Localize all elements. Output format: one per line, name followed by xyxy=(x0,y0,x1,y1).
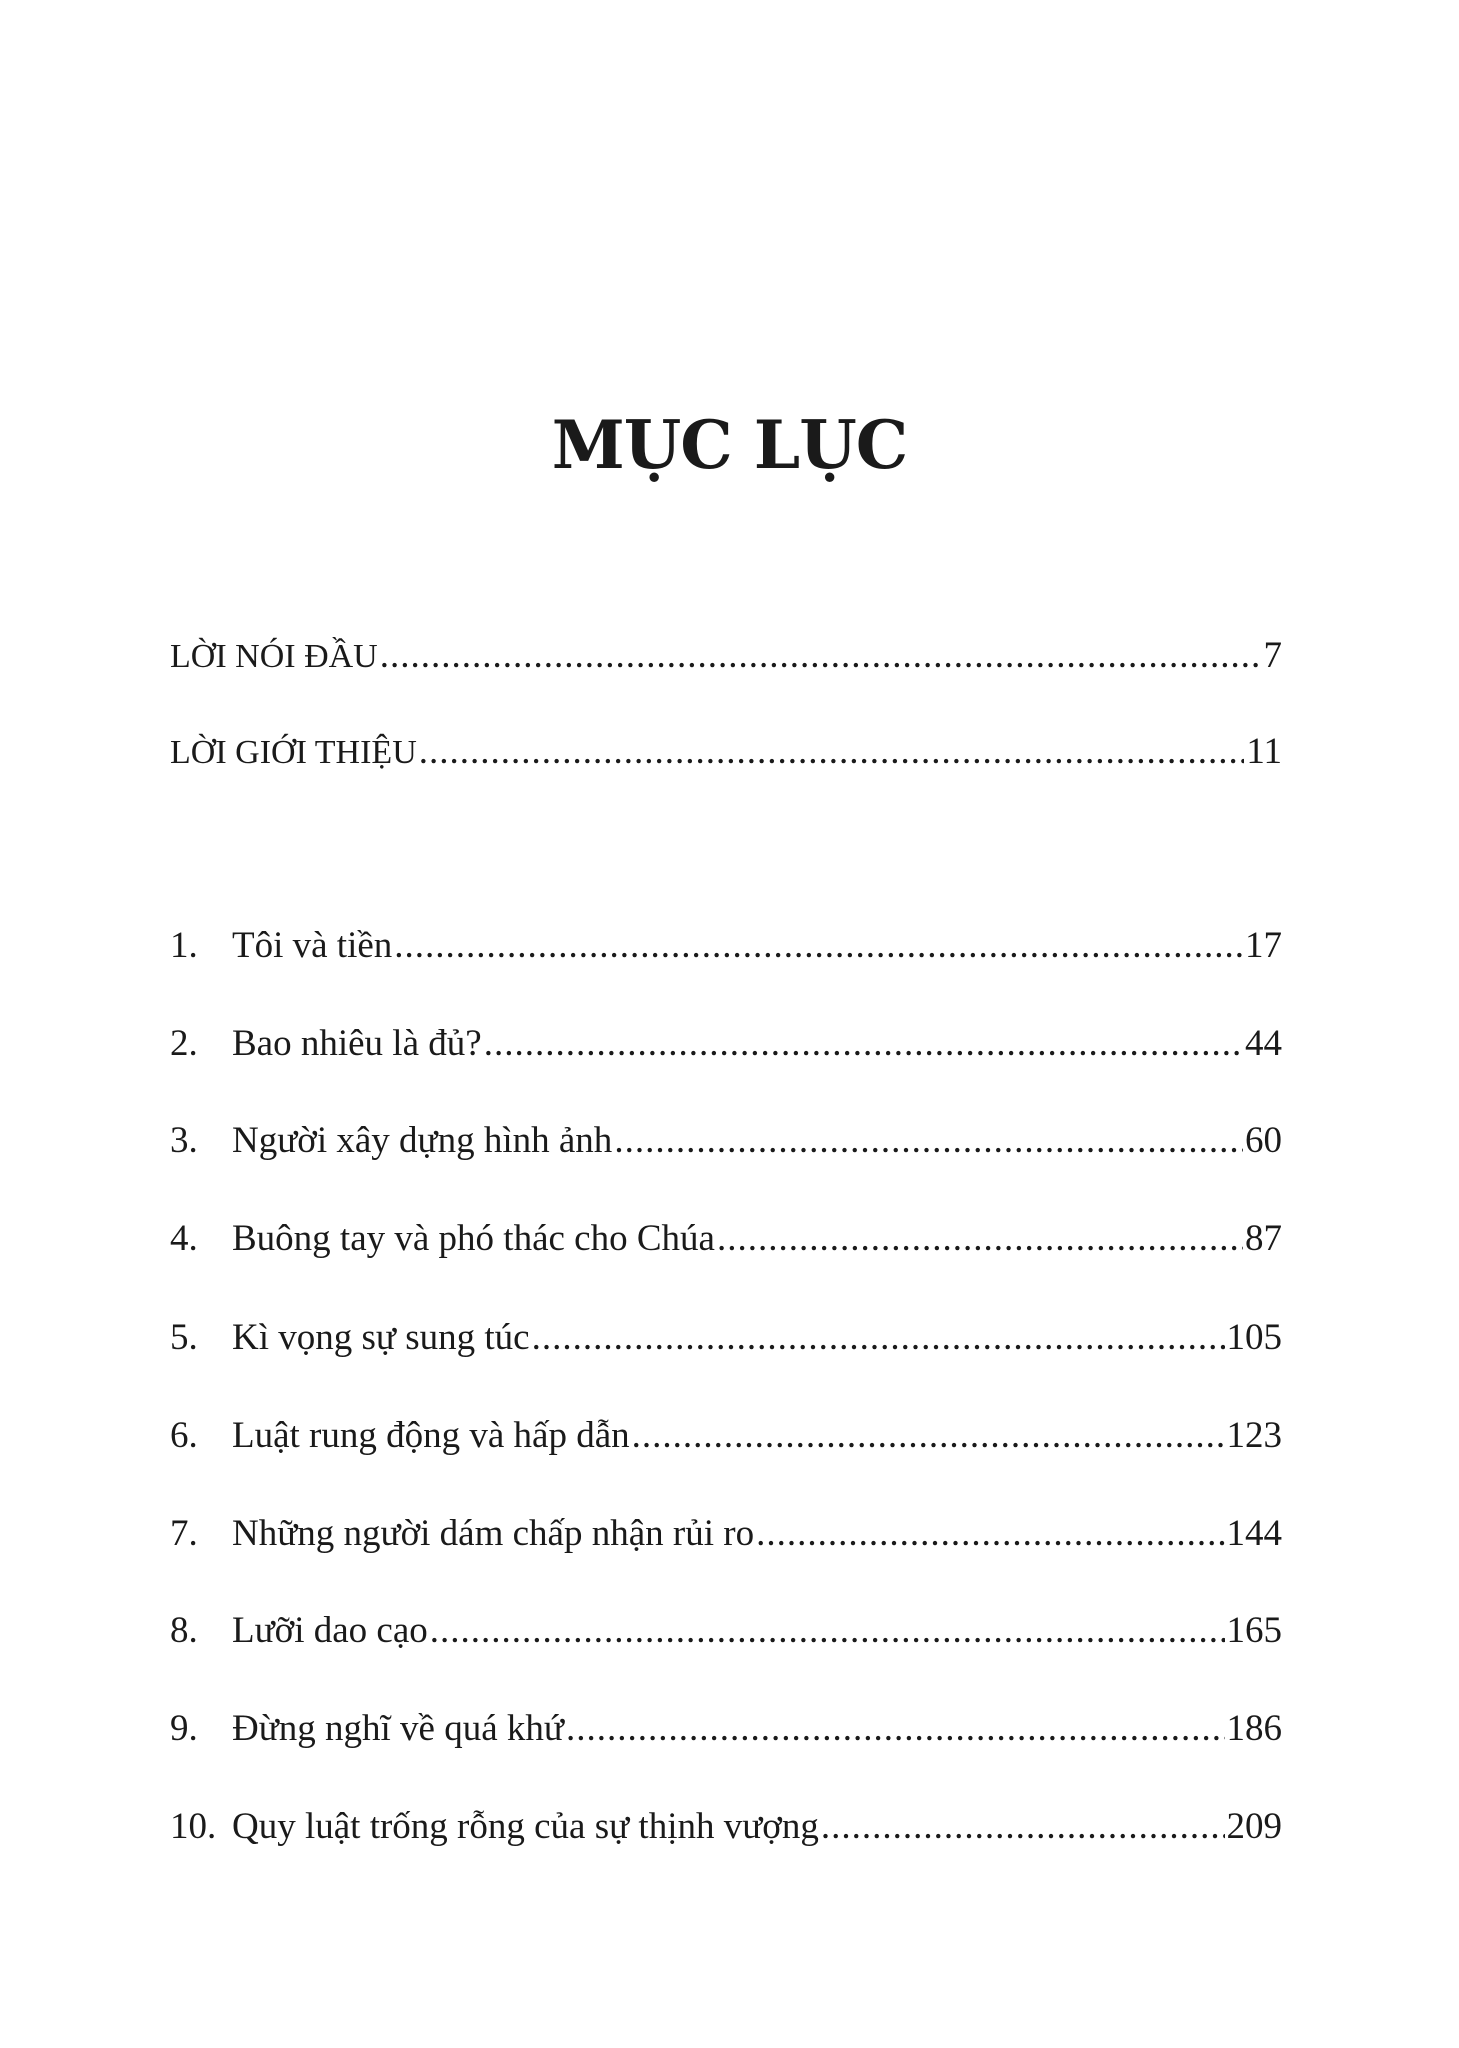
toc-chapter-number: 4. xyxy=(170,1218,198,1259)
toc-chapter-number: 5. xyxy=(170,1317,198,1358)
toc-leader-dots xyxy=(717,1213,1243,1265)
toc-chapter-title: Quy luật trống rỗng của sự thịnh vượng xyxy=(232,1806,819,1847)
toc-entry-label: LỜI NÓI ĐẦU xyxy=(170,638,378,675)
toc-chapter-page: 144 xyxy=(1226,1513,1282,1554)
toc-chapter-number: 9. xyxy=(170,1708,198,1749)
toc-leader-dots xyxy=(821,1801,1225,1853)
toc-chapter-number: 8. xyxy=(170,1610,198,1651)
toc-chapter-title: Kì vọng sự sung túc xyxy=(232,1317,530,1358)
toc-chapter-page: 105 xyxy=(1226,1317,1282,1358)
toc-chapter-entry xyxy=(170,1801,1282,1853)
page-title: MỤC LỤC xyxy=(551,406,908,484)
toc-chapter-page: 186 xyxy=(1226,1708,1282,1749)
toc-chapter-title: Những người dám chấp nhận rủi ro xyxy=(232,1513,755,1554)
toc-entry-loi-noi-dau xyxy=(170,630,1282,682)
toc-chapter-entry xyxy=(170,1508,1282,1560)
toc-chapter-number: 2. xyxy=(170,1023,198,1064)
toc-chapter-page: 209 xyxy=(1226,1806,1282,1847)
toc-chapter-number: 6. xyxy=(170,1415,198,1456)
toc-chapter-page: 165 xyxy=(1226,1610,1282,1651)
toc-chapter-title: Bao nhiêu là đủ? xyxy=(232,1023,482,1064)
toc-chapter-entry xyxy=(170,1018,1282,1070)
toc-chapter-entry xyxy=(170,1703,1282,1755)
toc-chapter-page: 44 xyxy=(1245,1023,1282,1064)
toc-chapter-entry xyxy=(170,1115,1282,1167)
toc-chapter-title: Người xây dựng hình ảnh xyxy=(232,1120,613,1161)
toc-entry-label: LỜI GIỚI THIỆU xyxy=(170,734,417,771)
toc-chapter-entry xyxy=(170,920,1282,972)
toc-chapter-number: 10. xyxy=(170,1806,217,1847)
toc-leader-dots xyxy=(614,1115,1243,1167)
toc-chapter-title: Đừng nghĩ về quá khứ xyxy=(232,1708,564,1749)
toc-leader-dots xyxy=(484,1018,1243,1070)
toc-chapter-entry xyxy=(170,1605,1282,1657)
toc-entry-page: 7 xyxy=(1263,635,1282,676)
toc-chapter-page: 60 xyxy=(1245,1120,1282,1161)
toc-leader-dots xyxy=(756,1508,1224,1560)
toc-entry-page: 11 xyxy=(1246,731,1282,772)
toc-leader-dots xyxy=(419,726,1245,778)
toc-chapter-page: 17 xyxy=(1245,925,1282,966)
toc-leader-dots xyxy=(394,920,1243,972)
toc-chapter-entry xyxy=(170,1410,1282,1462)
toc-chapter-title: Lưỡi dao cạo xyxy=(232,1610,428,1651)
toc-chapter-number: 7. xyxy=(170,1513,198,1554)
toc-leader-dots xyxy=(430,1605,1225,1657)
toc-chapter-page: 123 xyxy=(1226,1415,1282,1456)
toc-chapter-title: Buông tay và phó thác cho Chúa xyxy=(232,1218,715,1259)
toc-chapter-number: 3. xyxy=(170,1120,198,1161)
toc-chapter-number: 1. xyxy=(170,925,198,966)
toc-leader-dots xyxy=(532,1312,1225,1364)
toc-chapter-title: Luật rung động và hấp dẫn xyxy=(232,1415,630,1456)
toc-entry-loi-gioi-thieu xyxy=(170,726,1282,778)
toc-leader-dots xyxy=(380,630,1262,682)
toc-chapter-title: Tôi và tiền xyxy=(232,925,393,966)
toc-chapter-entry xyxy=(170,1213,1282,1265)
toc-leader-dots xyxy=(632,1410,1225,1462)
toc-leader-dots xyxy=(566,1703,1225,1755)
toc-chapter-entry xyxy=(170,1312,1282,1364)
toc-chapter-page: 87 xyxy=(1245,1218,1282,1259)
